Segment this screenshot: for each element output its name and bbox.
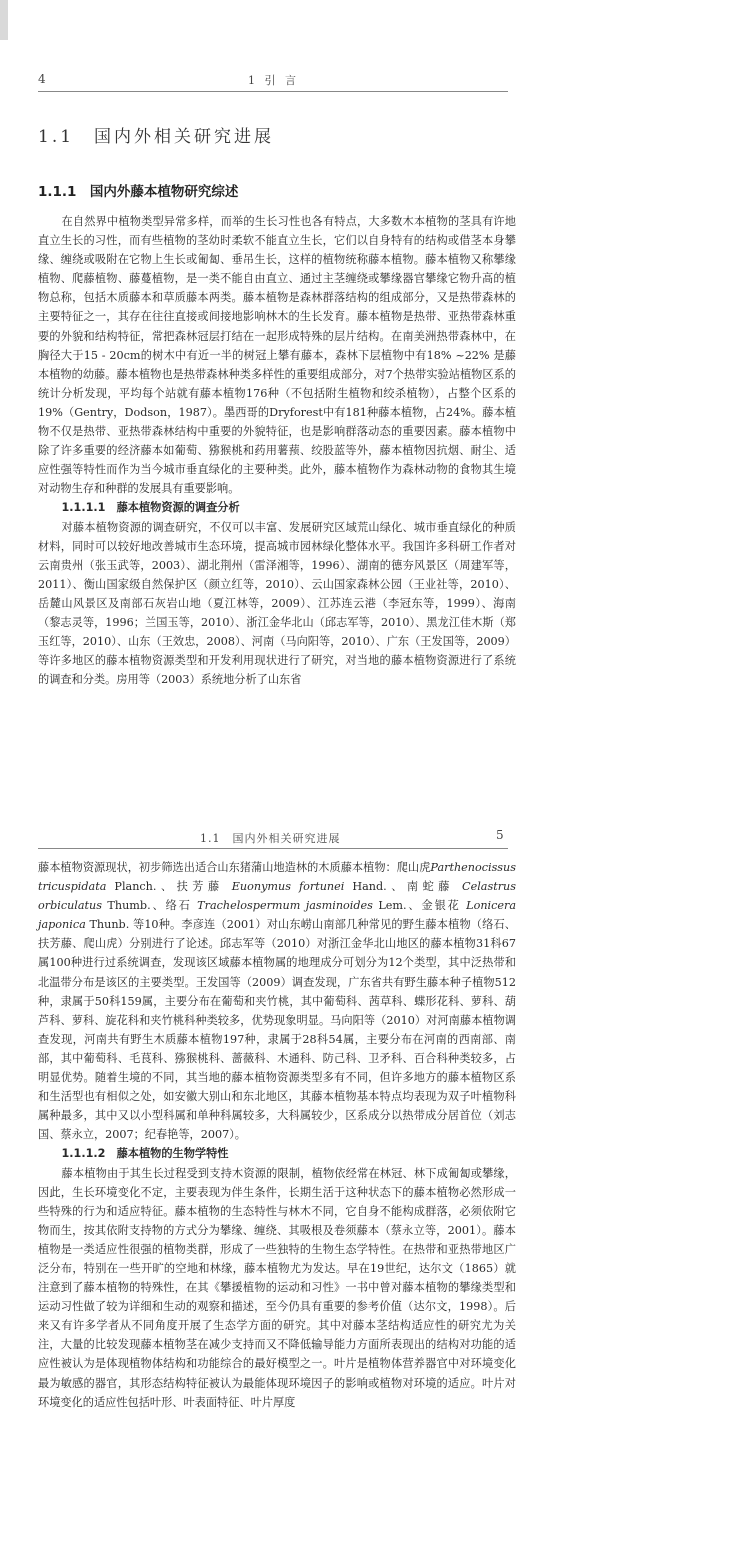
header-rule [38,91,508,92]
section-title: 1.1 国内外相关研究进展 [38,127,275,147]
book-page-5 [0,800,750,1546]
header-rule [38,848,508,849]
species-name: Celastrus orbiculatus [38,880,517,913]
body-text [38,212,516,689]
running-head: 1.1 国内外相关研究进展 [200,832,341,845]
species-name: Lonicera japonica [38,899,517,932]
species-name: Parthenocissus tricuspidata [38,861,516,894]
body-text [38,858,516,1412]
scan-edge-mark [0,0,8,40]
page-number: 5 [496,828,504,842]
paragraph: 在自然界中植物类型异常多样，而举的生长习性也各有特点，大多数木本植物的茎具有许地直立生长的习性，而有些植物的茎幼时柔软不能直立生长，它们以自身特有的结构或借茎本身攀缘、缠绕或吸附在它物上生长或匍匐、垂吊生长，这样的植物统称藤本植物。藤本植物又称攀缘植物、爬藤植物、藤蔓植物，是一类不能自由直立、通过主茎缠绕或攀缘器官攀缘它物升高的植物总称，包括木质藤本和草质藤本两类。藤本植物是森林群落结构的组成部分，又是热带森林的主要特征之一，其存在往往直接或间接地影响林木的生长发育。藤本植物是热带、亚热带森林重要的外貌和结构特征，常把森林冠层打结在一起形成特殊的层片结构。在南美洲热带森林中，在胸径大于15 - 20cm的树木中有近一半的树冠上攀有藤本，森林下层植物中有18% ~22% 是藤本植物的幼藤。藤本植物也是热带森林种类多样性的重要组成部分，对7个热带实验站植物区系的统计分析发现，平均每个站就有藤本植物176种（不包括附生植物和绞杀植物），占整个区系的19%（Gentry，Dodson，1987）。墨西哥的Dryforest中有181种藤本植物，占24%。藤本植物不仅是热带、亚热带森林结构中重要的外貌特征，也是影响群落动态的重要因素。藤本植物中除了许多重要的经济藤本如葡萄、猕猴桃和药用薯蓣、绞股蓝等外，藤本植物因抗烟、耐尘、适应性强等特性而作为当今城市垂直绿化的主要种类。此外，藤本植物作为森林动物的食物其生境对动物生存和种群的发展具有重要影响。 [38,215,516,496]
paragraph: 对藤本植物资源的调查研究，不仅可以丰富、发展研究区域荒山绿化、城市垂直绿化的种质材料，同时可以较好地改善城市生态环境，提高城市园林绿化整体水平。我国许多科研工作者对云南贵州（张玉武等，2003）、湖北荆州（雷泽湘等，1996）、湖南的德夯风景区（周建军等，2011）、衡山国家级自然保护区（颜立红等，2010）、云山国家森林公园（王业社等，2010）、岳麓山风景区及南部石灰岩山地（夏江林等，2009）、江苏连云港（李冠东等，1999）、海南（黎志灵等，1996；兰国玉等，2010）、浙江金华北山（邱志军等，2010）、黑龙江佳木斯（郑玉红等，2010）、山东（王效忠，2008）、河南（马向阳等，2010）、广东（王发国等，2009）等许多地区的藤本植物资源类型和开发利用现状进行了研究，对当地的藤本植物资源进行了系统的调查和分类。房用等（2003）系统地分析了山东省 [38,520,516,687]
heading-1-1-1-2: 1.1.1.2 藤本植物的生物学特性 [61,1147,229,1161]
running-head: 1 引 言 [248,74,299,87]
subsection-title: 1.1.1 国内外藤本植物研究综述 [38,184,239,200]
paragraph: 藤本植物资源现状，初步筛选出适合山东猪蒲山地造林的木质藤本植物：爬山虎Parthenocissus tricuspidata Planch.、扶芳藤 Euonymus fortunei Hand.、南蛇藤 Celastrus orbiculatus Thumb.、络石 Trachelospermum jasminoides Lem.、金银花 Lonicera japonica Thunb. 等10种。李彦连（2001）对山东崂山南部几种常见的野生藤本植物（络石、扶芳藤、爬山虎）分别进行了论述。邱志军等（2010）对浙江金华北山地区的藤本植物31科67属100种进行过系统调查，发现该区域藤本植物属的地理成分可划分为12个类型，其中泛热带和北温带分布是该区的主要类型。王发国等（2009）调查发现，广东省共有野生藤本种子植物512种，隶属于50科159属，主要分布在葡萄和夹竹桃，其中葡萄科、茜草科、蝶形花科、萝科、葫芦科、萝科、旋花科和夹竹桃科种类较多，优势现象明显。马向阳等（2010）对河南藤本植物调查发现，河南共有野生木质藤本植物197种，隶属于28科54属，主要分布在河南的西南部、南部，其中葡萄科、毛茛科、猕猴桃科、蔷薇科、木通科、防己科、卫矛科、百合科种类较多，占明显优势。随着生境的不同，其当地的藤本植物资源类型多有不同，但许多地方的藤本植物区系和生活型也有相似之处，如安徽大别山和东北地区，其藤本植物基本特点均表现为双子叶植物科属种最多，其中又以小型科属和单种科属较多，大科属较少，区系成分以热带成分居首位（刘志国、蔡永立，2007；纪春艳等，2007）。 [38,861,517,1142]
species-name: Euonymus fortunei [231,880,345,894]
species-name: Trachelospermum jasminoides [197,899,373,913]
paragraph: 藤本植物由于其生长过程受到支持木资源的限制，植物依经常在林冠、林下成匍匐或攀缘，因此，生长环境变化不定，主要表现为伴生条件，长期生活于这种状态下的藤本植物必然形成一些特殊的行为和适应特征。藤本植物的生态特性与林木不同，它自身不能构成群落，必须依附它物而生，按其依附支持物的方式分为攀缘、缠绕、其吸根及卷须藤本（蔡永立等，2001）。藤本植物是一类适应性很强的植物类群，形成了一些独特的生物生态学特性。在热带和亚热带地区广泛分布，特别在一些开旷的空地和林缘，藤本植物尤为发达。早在19世纪，达尔文（1865）就注意到了藤本植物的特殊性，在其《攀援植物的运动和习性》一书中曾对藤本植物的攀缘类型和运动习性做了较为详细和生动的观察和描述，至今仍具有重要的参考价值（达尔文，1998）。后来又有许多学者从不同角度开展了生态学方面的研究。其中对藤本茎结构适应性的研究尤为关注，大量的比较发现藤本植物茎在减少支持而又不降低输导能力方面所表现出的结构对功能的适应性被认为是体现植物体结构和功能综合的最好模型之一。叶片是植物体营养器官中对环境变化最为敏感的器官，其形态结构特征被认为最能体现环境因子的影响或植物对环境的适应。叶片对环境变化的适应性包括叶形、叶表面特征、叶片厚度 [38,1166,516,1409]
page-number: 4 [38,72,46,86]
heading-1-1-1-1: 1.1.1.1 藤本植物资源的调查分析 [61,501,240,515]
